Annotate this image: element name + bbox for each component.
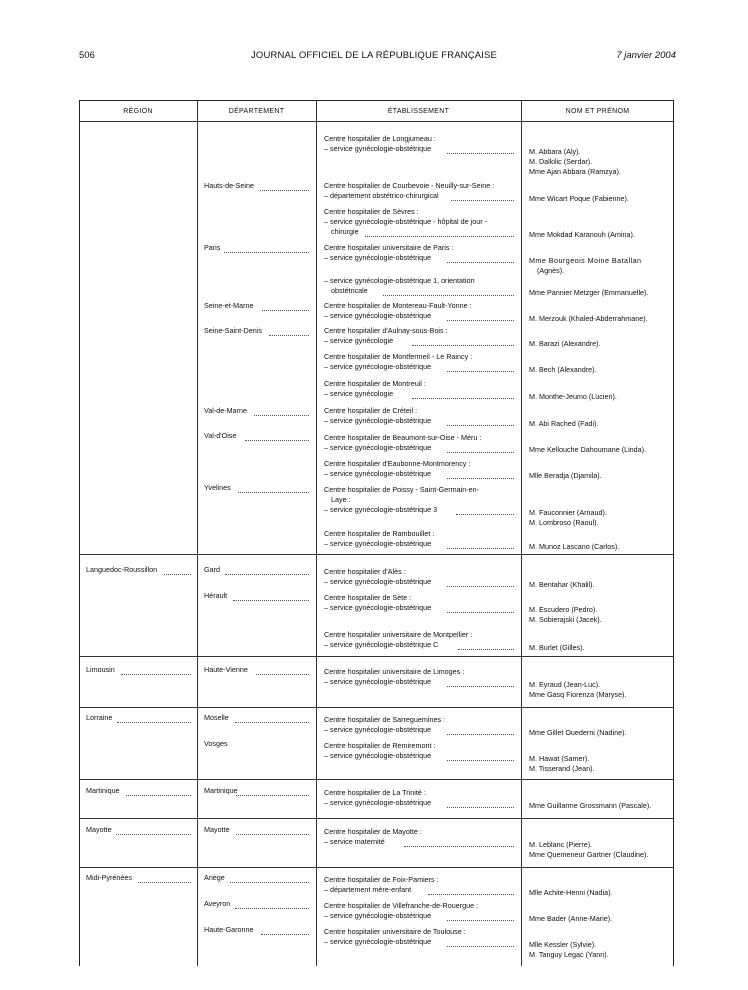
etablissement-line: – service maternité bbox=[324, 837, 385, 846]
column-divider bbox=[521, 100, 522, 966]
nom-line: M. Bech (Alexandre). bbox=[529, 365, 597, 374]
nom-line: Mme Gillet Ouederni (Nadine). bbox=[529, 728, 627, 737]
region-divider bbox=[79, 818, 674, 819]
leader-dots bbox=[126, 795, 191, 796]
leader-dots bbox=[383, 295, 514, 296]
leader-dots bbox=[447, 946, 514, 947]
leader-dots bbox=[230, 882, 309, 883]
etablissement-line: – service gynécologie-obstétrique bbox=[324, 937, 432, 946]
leader-dots bbox=[447, 371, 514, 372]
nom-line: M. Fauconnier (Arnaud). bbox=[529, 508, 607, 517]
nom-line: M. Leblanc (Pierre). bbox=[529, 840, 593, 849]
column-header-nom: NOM ET PRÉNOM bbox=[565, 108, 630, 115]
nom-line: M. Escudero (Pedro). bbox=[529, 605, 598, 614]
etablissement-line: Centre hospitalier de Sèvres : bbox=[324, 207, 419, 216]
etablissement-line: Centre hospitalier de Longjumeau : bbox=[324, 134, 436, 143]
etablissement-line: – service gynécologie-obstétrique bbox=[324, 539, 432, 548]
departement-cell: Val-de-Marne bbox=[204, 406, 248, 415]
etablissement-line: Centre hospitalier d'Aulnay-sous-Bois : bbox=[324, 326, 448, 335]
leader-dots bbox=[225, 574, 309, 575]
nom-line: M. Monthe-Jeumo (Lucien). bbox=[529, 392, 617, 401]
nom-line: Mme Ajan Abbara (Ramzya). bbox=[529, 167, 621, 176]
departement-cell: Vosges bbox=[204, 739, 228, 748]
etablissement-line: Centre hospitalier de Mayotte : bbox=[324, 827, 422, 836]
leader-dots bbox=[451, 200, 514, 201]
nom-line: M. Tanguy Legac (Yann). bbox=[529, 950, 609, 959]
nom-line: Mme Bourgeois Moine Batallan bbox=[529, 256, 642, 265]
etablissement-line: – service gynécologie-obstétrique bbox=[324, 311, 432, 320]
etablissement-line: Centre hospitalier de Montfermeil - Le Raincy : bbox=[324, 352, 473, 361]
etablissement-line: – service gynécologie-obstétrique bbox=[324, 911, 432, 920]
leader-dots bbox=[261, 934, 309, 935]
etablissement-line: Centre hospitalier de Sarreguemines : bbox=[324, 715, 446, 724]
etablissement-line: – service gynécologie-obstétrique bbox=[324, 577, 432, 586]
leader-dots bbox=[447, 452, 514, 453]
nom-line: M. Abi Rached (Fadi). bbox=[529, 419, 599, 428]
etablissement-line: – service gynécologie-obstétrique bbox=[324, 253, 432, 262]
column-header-departement: DÉPARTEMENT bbox=[228, 108, 285, 115]
etablissement-line: – service gynécologie-obstétrique bbox=[324, 725, 432, 734]
etablissement-line: – service gynécologie-obstétrique bbox=[324, 603, 432, 612]
nom-line: M. Munoz Lascano (Carlos). bbox=[529, 542, 620, 551]
etablissement-line: – département obstétrico-chirurgical bbox=[324, 191, 439, 200]
leader-dots bbox=[456, 514, 514, 515]
nom-line: M. Barazi (Alexandre). bbox=[529, 339, 601, 348]
etablissement-line: Centre hospitalier de Villefranche-de-Rouergue : bbox=[324, 901, 479, 910]
region-divider bbox=[79, 554, 674, 555]
etablissement-line: Centre hospitalier de Montereau-Fault-Yonne : bbox=[324, 301, 472, 310]
leader-dots bbox=[233, 600, 309, 601]
nom-line: M. Sobierajski (Jacek). bbox=[529, 615, 602, 624]
departement-cell: Haute-Garonne bbox=[204, 925, 254, 934]
leader-dots bbox=[447, 734, 514, 735]
leader-dots bbox=[447, 686, 514, 687]
etablissement-line: Centre hospitalier de Foix-Pamiers : bbox=[324, 875, 439, 884]
departement-cell: Hauts-de-Seine bbox=[204, 181, 254, 190]
etablissement-line: Centre hospitalier d'Eaubonne-Montmorency : bbox=[324, 459, 471, 468]
journal-title: JOURNAL OFFICIEL DE LA RÉPUBLIQUE FRANÇAISE bbox=[251, 50, 497, 61]
etablissement-line: chirurgie bbox=[331, 227, 359, 236]
nom-line: Mme Gasq Fiorenza (Maryse). bbox=[529, 690, 627, 699]
etablissement-line: – service gynécologie-obstétrique 3 bbox=[324, 505, 438, 514]
publication-date: 7 janvier 2004 bbox=[616, 50, 676, 61]
nom-line: Mlle Kessler (Sylvie). bbox=[529, 940, 597, 949]
nom-line: M. Eyraud (Jean-Luc). bbox=[529, 680, 601, 689]
departement-cell: Aveyron bbox=[204, 899, 231, 908]
nom-line: Mme Guillarme Grossmann (Pascale). bbox=[529, 801, 652, 810]
etablissement-line: Centre hospitalier de Courbevoie - Neuilly-sur-Seine : bbox=[324, 181, 495, 190]
region-cell: Lorraine bbox=[86, 713, 113, 722]
leader-dots bbox=[365, 236, 514, 237]
region-cell: Martinique bbox=[86, 786, 120, 795]
departement-cell: Martinique bbox=[204, 786, 238, 795]
etablissement-line: Centre hospitalier universitaire de Paris : bbox=[324, 243, 454, 252]
leader-dots bbox=[224, 252, 309, 253]
leader-dots bbox=[447, 478, 514, 479]
leader-dots bbox=[260, 190, 309, 191]
leader-dots bbox=[412, 398, 514, 399]
departement-cell: Moselle bbox=[204, 713, 229, 722]
region-cell: Limousin bbox=[86, 665, 115, 674]
column-header-region: RÉGION bbox=[123, 108, 153, 115]
etablissement-line: Centre hospitalier universitaire de Toulouse : bbox=[324, 927, 466, 936]
leader-dots bbox=[117, 722, 191, 723]
departement-cell: Ariège bbox=[204, 873, 225, 882]
etablissement-line: obstétricale bbox=[331, 286, 368, 295]
nom-line: M. Burlet (Gilles). bbox=[529, 643, 585, 652]
column-header-etablissement: ÉTABLISSEMENT bbox=[387, 108, 450, 115]
column-divider bbox=[197, 100, 198, 966]
leader-dots bbox=[236, 795, 309, 796]
etablissement-line: Centre hospitalier de Beaumont-sur-Oise - Méru : bbox=[324, 433, 482, 442]
nom-line: (Agnès). bbox=[537, 266, 565, 275]
nom-line: M. Lombroso (Raoul). bbox=[529, 518, 599, 527]
etablissement-line: – service gynécologie-obstétrique bbox=[324, 751, 432, 760]
departement-cell: Paris bbox=[204, 243, 221, 252]
etablissement-line: Centre hospitalier universitaire de Montpellier : bbox=[324, 630, 473, 639]
leader-dots bbox=[138, 882, 191, 883]
leader-dots bbox=[121, 674, 191, 675]
etablissement-line: Centre hospitalier de Poissy - Saint-Germain-en- bbox=[324, 485, 479, 494]
region-divider bbox=[79, 779, 674, 780]
nom-line: M. Hawat (Samer). bbox=[529, 754, 590, 763]
leader-dots bbox=[447, 320, 514, 321]
nom-line: M. Merzouk (Khaled-Abderrahmane). bbox=[529, 314, 648, 323]
leader-dots bbox=[447, 760, 514, 761]
nom-line: Mme Quemeneur Gartner (Claudine). bbox=[529, 850, 649, 859]
nom-line: Mme Wicart Poque (Fabienne). bbox=[529, 194, 629, 203]
etablissement-line: – service gynécologie bbox=[324, 336, 394, 345]
leader-dots bbox=[412, 345, 514, 346]
leader-dots bbox=[116, 834, 191, 835]
departement-cell: Mayotte bbox=[204, 825, 230, 834]
nom-line: Mme Kellouche Dahoumane (Linda). bbox=[529, 445, 647, 454]
etablissement-line: Laye : bbox=[331, 495, 351, 504]
etablissement-line: – département mère-enfant bbox=[324, 885, 412, 894]
leader-dots bbox=[447, 612, 514, 613]
departement-cell: Seine-Saint-Denis bbox=[204, 326, 262, 335]
page-number: 506 bbox=[79, 50, 95, 61]
leader-dots bbox=[269, 335, 309, 336]
etablissement-line: Centre hospitalier de La Trinité : bbox=[324, 788, 426, 797]
departement-cell: Val-d'Oise bbox=[204, 431, 237, 440]
etablissement-line: Centre hospitalier de Rambouillet : bbox=[324, 529, 435, 538]
etablissement-line: Centre hospitalier de Créteil : bbox=[324, 406, 418, 415]
etablissement-line: – service gynécologie-obstétrique bbox=[324, 469, 432, 478]
region-cell: Mayotte bbox=[86, 825, 112, 834]
etablissement-line: – service gynécologie-obstétrique bbox=[324, 144, 432, 153]
leader-dots bbox=[238, 492, 309, 493]
leader-dots bbox=[447, 920, 514, 921]
etablissement-line: Centre hospitalier universitaire de Limoges : bbox=[324, 667, 465, 676]
header-rule bbox=[79, 121, 674, 122]
region-cell: Midi-Pyrénées bbox=[86, 873, 132, 882]
departement-cell: Yvelines bbox=[204, 483, 231, 492]
nom-line: Mme Mokdad Karanouh (Amina). bbox=[529, 230, 635, 239]
leader-dots bbox=[245, 440, 309, 441]
etablissement-line: Centre hospitalier d'Alès : bbox=[324, 567, 406, 576]
etablissement-line: – service gynécologie-obstétrique - hôpital de jour - bbox=[324, 217, 488, 226]
departement-cell: Haute-Vienne bbox=[204, 665, 248, 674]
etablissement-line: – service gynécologie-obstétrique bbox=[324, 416, 432, 425]
departement-cell: Hérault bbox=[204, 591, 228, 600]
leader-dots bbox=[404, 846, 514, 847]
etablissement-line: – service gynécologie-obstétrique bbox=[324, 362, 432, 371]
leader-dots bbox=[447, 425, 514, 426]
leader-dots bbox=[254, 415, 309, 416]
leader-dots bbox=[235, 908, 309, 909]
region-divider bbox=[79, 867, 674, 868]
leader-dots bbox=[164, 574, 191, 575]
leader-dots bbox=[447, 548, 514, 549]
etablissement-line: – service gynécologie-obstétrique bbox=[324, 443, 432, 452]
etablissement-line: – service gynécologie-obstétrique bbox=[324, 677, 432, 686]
departement-cell: Gard bbox=[204, 565, 220, 574]
nom-line: M. Tisserand (Jean). bbox=[529, 764, 595, 773]
etablissement-line: – service gynécologie bbox=[324, 389, 394, 398]
leader-dots bbox=[458, 649, 514, 650]
nom-line: Mlle Achite-Henni (Nadia). bbox=[529, 888, 613, 897]
leader-dots bbox=[447, 262, 514, 263]
departement-cell: Seine-et-Marne bbox=[204, 301, 254, 310]
leader-dots bbox=[256, 674, 309, 675]
column-divider bbox=[316, 100, 317, 966]
nom-line: M. Dalkilic (Serdar). bbox=[529, 157, 593, 166]
nom-line: M. Bentahar (Khalil). bbox=[529, 580, 595, 589]
etablissement-line: Centre hospitalier de Montreuil : bbox=[324, 379, 426, 388]
leader-dots bbox=[262, 310, 309, 311]
etablissement-line: – service gynécologie-obstétrique C bbox=[324, 640, 439, 649]
etablissement-line: – service gynécologie-obstétrique 1, orientation bbox=[324, 276, 475, 285]
leader-dots bbox=[447, 807, 514, 808]
region-cell: Languedoc-Roussillon bbox=[86, 565, 158, 574]
leader-dots bbox=[447, 586, 514, 587]
etablissement-line: – service gynécologie-obstétrique bbox=[324, 798, 432, 807]
nom-line: Mlle Beradja (Djamila). bbox=[529, 471, 602, 480]
leader-dots bbox=[428, 894, 514, 895]
nom-line: Mme Bader (Anne-Marie). bbox=[529, 914, 613, 923]
etablissement-line: Centre hospitalier de Sète : bbox=[324, 593, 412, 602]
region-divider bbox=[79, 707, 674, 708]
leader-dots bbox=[236, 834, 309, 835]
leader-dots bbox=[235, 722, 309, 723]
etablissement-line: Centre hospitalier de Remiremont : bbox=[324, 741, 436, 750]
nom-line: Mme Pannier Metzger (Emmanuelle). bbox=[529, 288, 649, 297]
region-divider bbox=[79, 656, 674, 657]
leader-dots bbox=[447, 153, 514, 154]
nom-line: M. Abbara (Aly). bbox=[529, 147, 581, 156]
